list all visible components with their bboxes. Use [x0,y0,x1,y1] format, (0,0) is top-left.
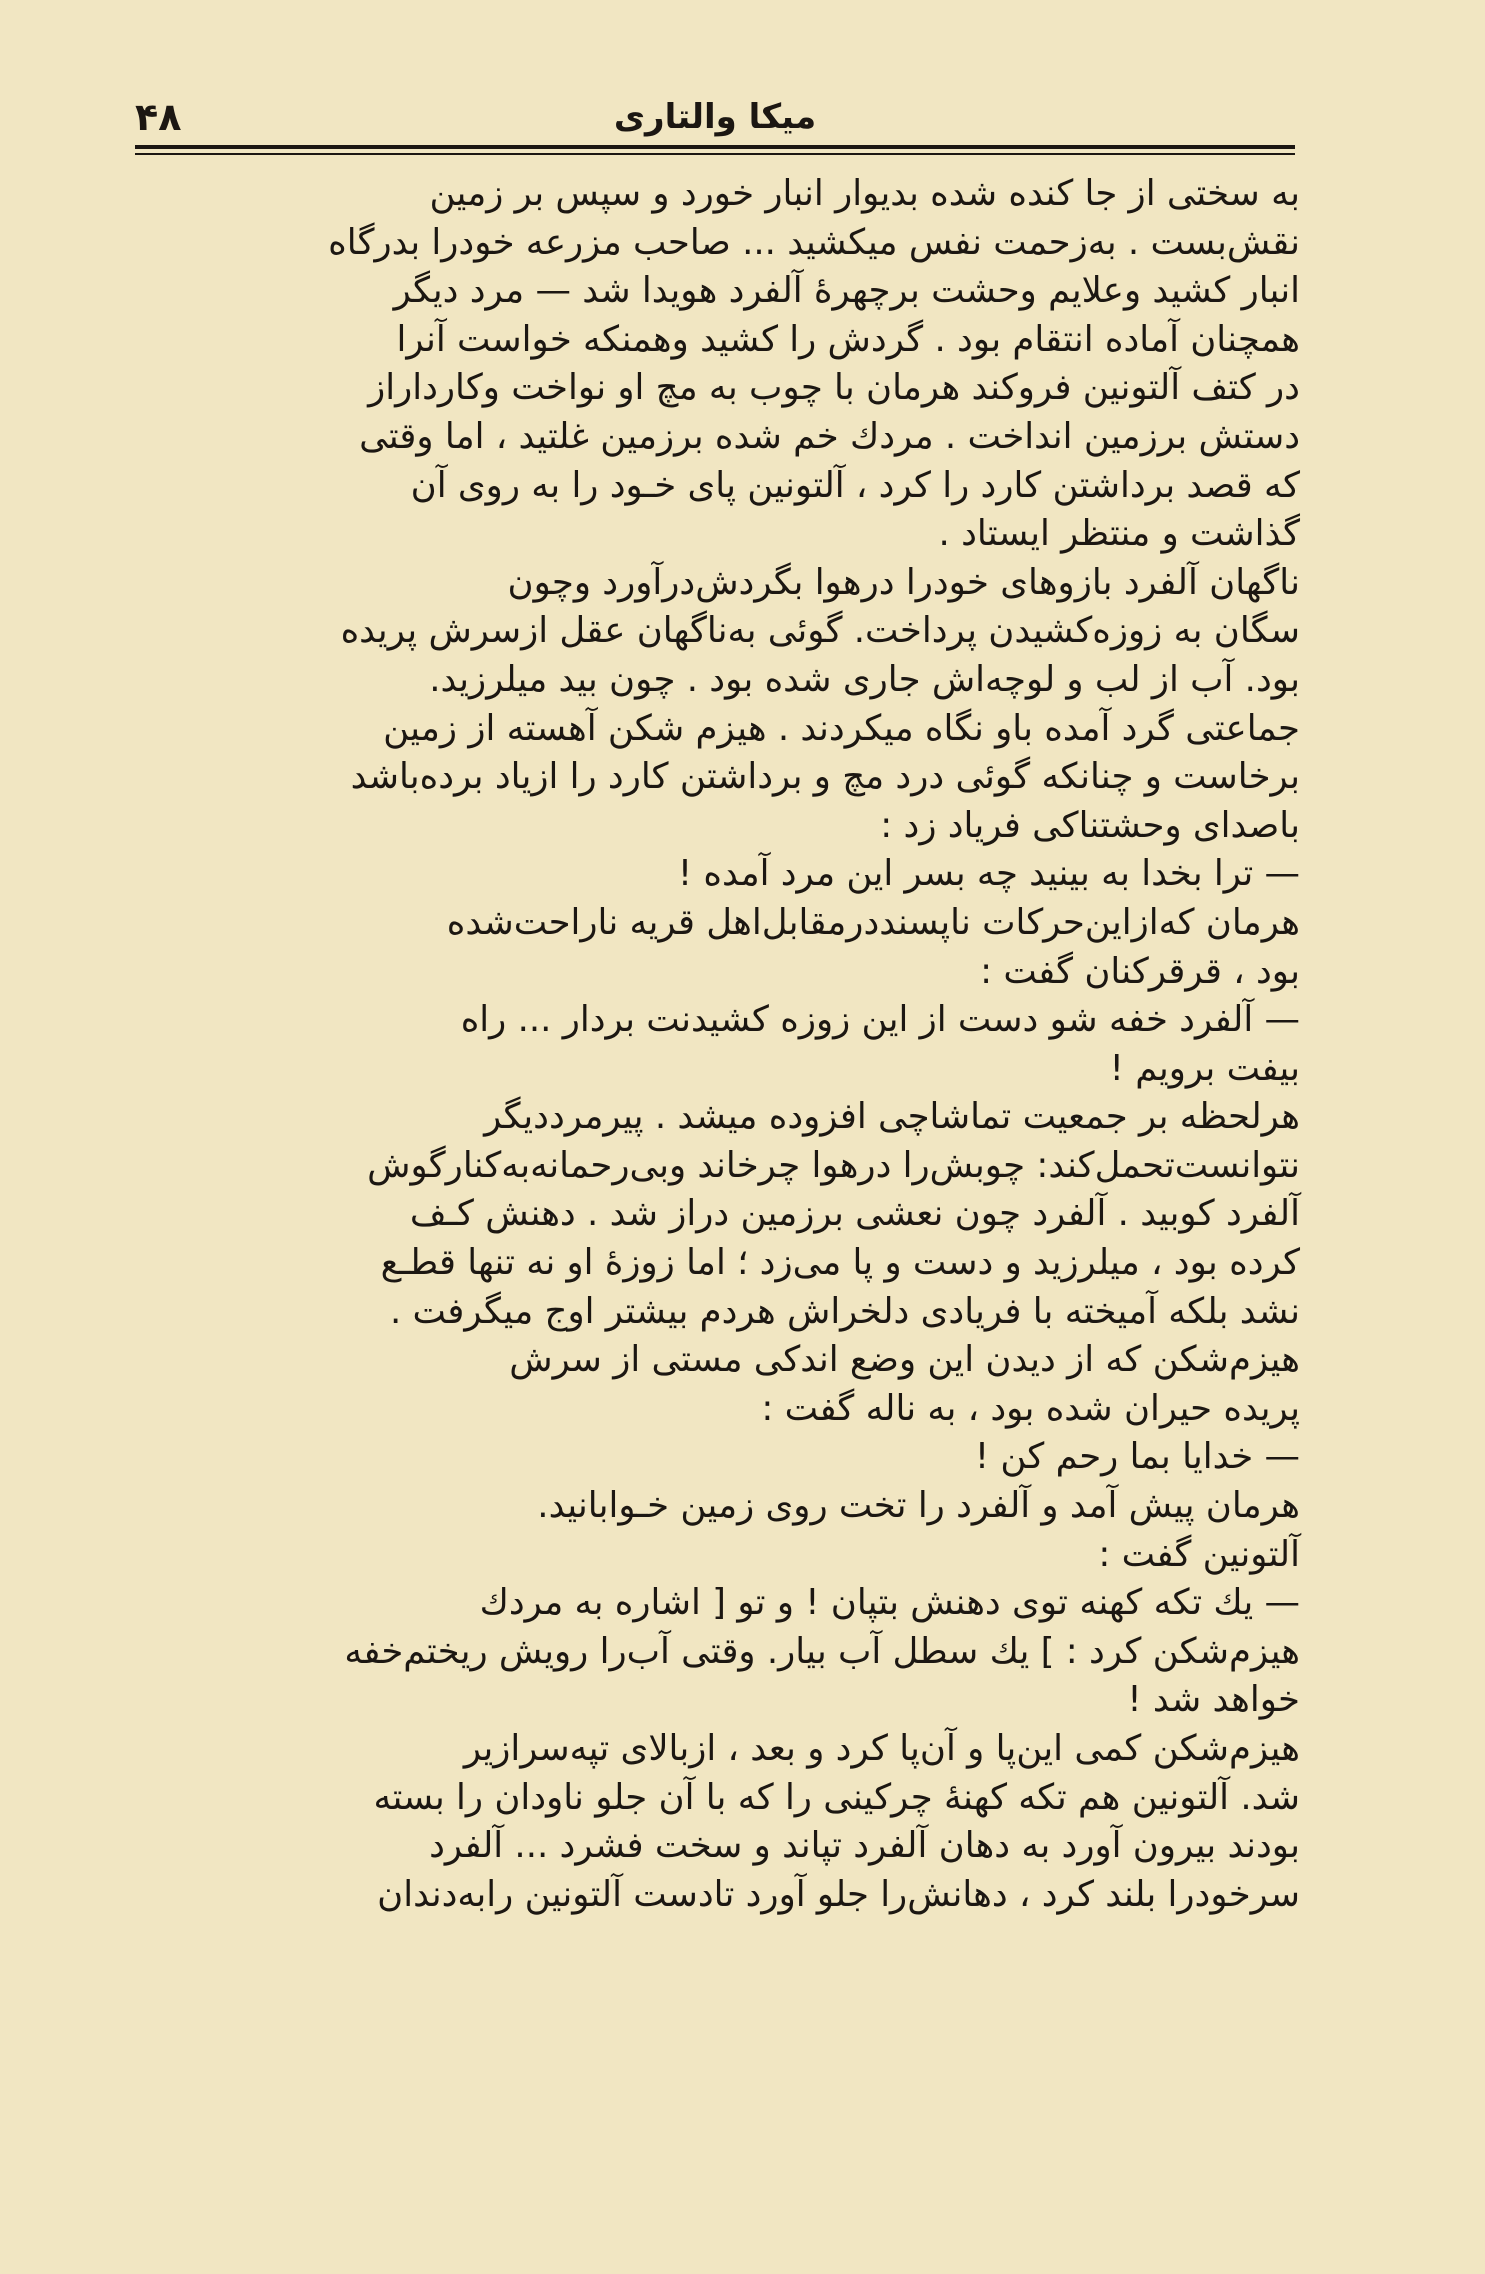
dialogue-line: — آلفرد خفه شو دست از این زوزه کشیدنت بردار ... راه بیفت برویم ! [460,999,1300,1089]
paragraph: هرلحظه بر جمعیت تماشاچی افزوده میشد . پیرمرددیگر نتوانست‌تحمل‌کند: چوبش‌را درهوا چرخاند وبی‌رحمانه‌به‌کنارگوش آلفرد کوبید . آلفرد چون نعشی برزمین دراز شد . دهنش کـف کرده بود ، میلرزید و دست و پا می‌زد ؛ اما زوزهٔ او نه تنها قطـع نشد بلکه آمیخته با فریادی دلخراش هردم بیشتر اوج میگرفت . [367,1096,1300,1332]
body-text [130,170,1300,1919]
dialogue-line: — ترا بخدا به بینید چه بسر این مرد آمده ! [677,853,1300,895]
running-title: میکا والتاری [613,97,817,137]
dialogue-line: — خدایا بما رحم کن ! [974,1436,1300,1478]
paragraph: ناگهان آلفرد بازوهای خودرا درهوا بگردش‌درآورد وچون سگان به زوزه‌کشیدن پرداخت. گوئی به‌ناگهان عقل ازسرش پریده بود. آب از لب و لوچه‌اش جاری شده بود . چون بید میلرزید. جماعتی گرد آمده باو نگاه میکردند . هیزم شکن آهسته از زمین برخاست و چنانکه گوئی درد مچ و برداشتن کارد را ازیاد برده‌باشد باصدای وحشتناکی فریاد زد : [340,561,1300,846]
paragraph: به سختی از جا کنده شده بدیوار انبار خورد و سپس بر زمین نقش‌بست . به‌زحمت نفس میکشید ... صاحب مزرعه خودرا بدرگاه انبار کشید وعلایم وحشت برچهرهٔ آلفرد هویدا شد — مرد دیگر همچنان آماده انتقام بود . گردش را کشید وهمنکه خواست آنرا در کتف آلتونین فروکند هرمان با چوب به مچ او نواخت وکارداراز دستش برزمین انداخت . مردك خم شده برزمین غلتید ، اما وقتی که قصد برداشتن کارد را کرد ، آلتونین پای خـود را به روی آن گذاشت و منتظر ایستاد . [328,173,1300,555]
paragraph: هرمان که‌ازاین‌حرکات ناپسنددرمقابل‌اهل قریه ناراحت‌شده بود ، قرقرکنان گفت : [446,901,1300,992]
paragraph: هیزم‌شکن که از دیدن این وضع اندکی مستی از سرش پریده حیران شده بود ، به ناله گفت : [509,1339,1300,1429]
paragraph: هیزم‌شکن کمی این‌پا و آن‌پا کرد و بعد ، ازبالای تپه‌سرازیر شد. آلتونین هم تکه کهنهٔ چرکینی را که با آن جلو ناودان را بسته بودند بیرون آورد به دهان آلفرد تپاند و سخت فشرد ... آلفرد سرخودرا بلند کرد ، دهانش‌را جلو آورد تادست آلتونین رابه‌دندان [373,1728,1300,1915]
paragraph: هرمان پیش آمد و آلفرد را تخت روی زمین خـوابانید. آلتونین گفت : [537,1485,1300,1575]
header-rule-thick [135,145,1295,149]
page-number: ۴۸ [135,95,182,139]
dialogue-line: — یك تکه کهنه توی دهنش بتپان ! و تو [ اشاره به مردك هیزم‌شکن کرد : ] یك سطل آب بیار. وقتی آب‌را رویش ریختم‌خفه خواهد شد ! [344,1582,1300,1721]
header-rule-thin [135,153,1295,155]
running-head [135,92,1295,152]
